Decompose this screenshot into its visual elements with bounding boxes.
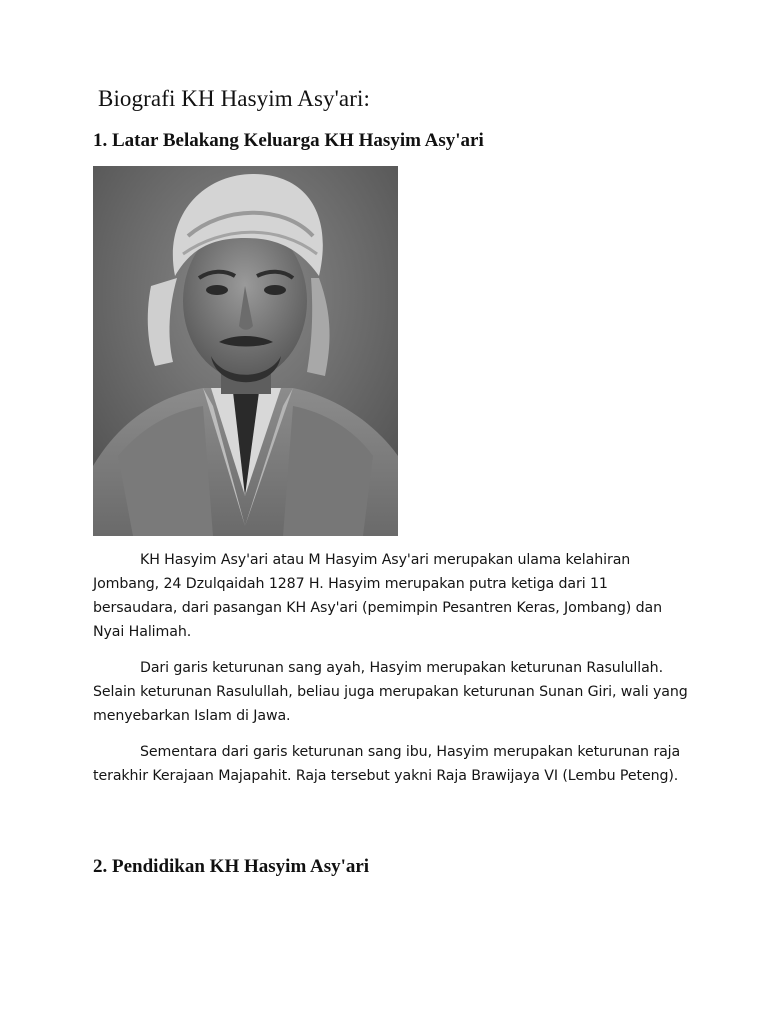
section-heading-family-background: 1. Latar Belakang Keluarga KH Hasyim Asy'ari <box>93 130 484 151</box>
paragraph-maternal-lineage: Sementara dari garis keturunan sang ibu, Hasyim merupakan keturunan raja terakhir Kerajaan Majapahit. Raja tersebut yakni Raja Brawijaya VI (Lembu Peteng). <box>93 744 681 784</box>
portrait-photo <box>93 166 398 536</box>
section-heading-education: 2. Pendidikan KH Hasyim Asy'ari <box>93 856 370 877</box>
document-title: Biografi KH Hasyim Asy'ari: <box>98 86 370 111</box>
paragraph-birth-info: KH Hasyim Asy'ari atau M Hasyim Asy'ari merupakan ulama kelahiran Jombang, 24 Dzulqaidah 1287 H. Hasyim merupakan putra ketiga dari 11 bersaudara, dari pasangan KH Asy'ari (pemimpin Pesantren Keras, Jombang) dan Nyai Halimah. <box>93 552 662 640</box>
paragraph-paternal-lineage: Dari garis keturunan sang ayah, Hasyim merupakan keturunan Rasulullah. Selain keturunan Rasulullah, beliau juga merupakan keturunan Sunan Giri, wali yang menyebarkan Islam di Jawa. <box>93 660 688 724</box>
